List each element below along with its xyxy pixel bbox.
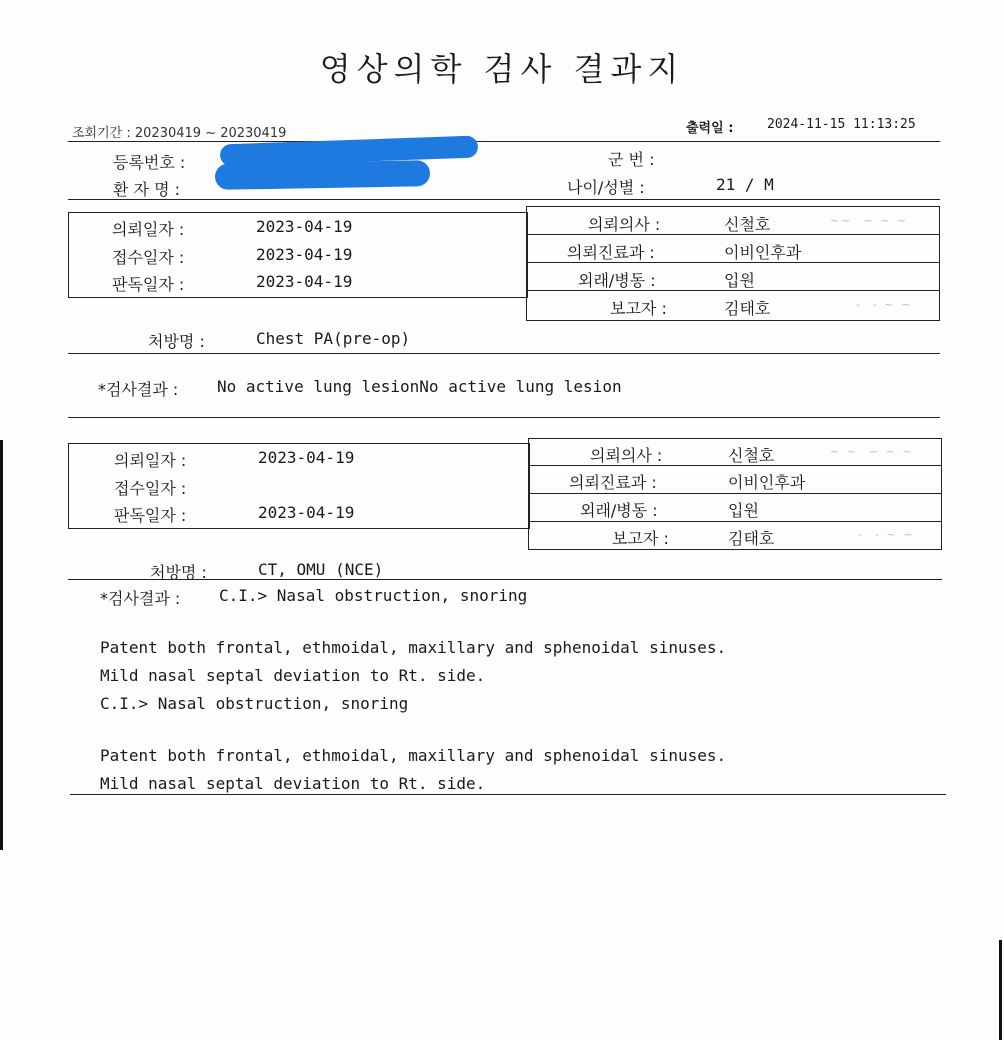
exam2-result-label: *검사결과 :: [100, 589, 181, 608]
exam2-order-label: 처방명 :: [150, 563, 207, 582]
exam1-receipt-date-label: 접수일자 :: [112, 248, 185, 267]
exam2-order: CT, OMU (NCE): [258, 560, 384, 579]
exam1-reporter-label: 보고자 :: [610, 299, 667, 318]
exam1-order: Chest PA(pre-op): [256, 329, 411, 348]
exam2-reporter-label: 보고자 :: [612, 529, 669, 548]
exam1-dept-label: 의뢰진료과 :: [567, 243, 655, 262]
exam1-request-date: 2023-04-19: [256, 217, 353, 236]
exam2-result-line: Mild nasal septal deviation to Rt. side.: [100, 774, 486, 793]
age-sex-label: 나이/성별 :: [567, 178, 645, 197]
exam2-read-date: 2023-04-19: [258, 503, 355, 522]
exam1-doctor: 신철호: [724, 215, 771, 234]
exam2-request-date-label: 의뢰일자 :: [114, 451, 187, 470]
exam2-result-line: C.I.> Nasal obstruction, snoring: [100, 694, 409, 713]
exam2-doctor: 신철호: [728, 446, 775, 465]
exam2-dept-label: 의뢰진료과 :: [569, 473, 657, 492]
page-edge-left: [0, 440, 3, 850]
exam1-doctor-label: 의뢰의사 :: [588, 215, 661, 234]
registration-number-label: 등록번호 :: [113, 153, 186, 172]
exam2-result-line: Patent both frontal, ethmoidal, maxillary and sphenoidal sinuses.: [100, 746, 727, 765]
query-period: 조회기간 : 20230419 ~ 20230419: [72, 126, 287, 141]
exam1-read-date: 2023-04-19: [256, 272, 353, 291]
header-divider: [68, 141, 940, 142]
exam2-reporter: 김태호: [728, 529, 775, 548]
exam1-ward: 입원: [724, 271, 755, 290]
exam2-receipt-date-label: 접수일자 :: [114, 479, 187, 498]
exam2-dept: 이비인후과: [728, 473, 806, 492]
exam2-ward: 입원: [728, 501, 759, 520]
patient-divider: [68, 199, 940, 200]
exam1-result-line: No active lung lesionNo active lung lesion: [217, 377, 622, 396]
unit-number-label: 군 번 :: [608, 150, 655, 169]
exam2-ward-label: 외래/병동 :: [580, 501, 658, 520]
exam1-read-date-label: 판독일자 :: [112, 275, 185, 294]
exam1-dept: 이비인후과: [724, 243, 802, 262]
exam2-result-line: Mild nasal septal deviation to Rt. side.: [100, 666, 486, 685]
exam1-receipt-date: 2023-04-19: [256, 245, 353, 264]
exam2-end-divider: [70, 794, 946, 795]
page-edge-right: [999, 940, 1002, 1040]
exam2-request-date: 2023-04-19: [258, 448, 355, 467]
exam2-right-row3: [528, 521, 941, 522]
exam2-right-row2: [528, 493, 941, 494]
exam2-reporter-signature: - - ~ ~: [858, 528, 915, 541]
age-sex-value: 21 / M: [716, 175, 774, 194]
exam1-ward-label: 외래/병동 :: [578, 271, 656, 290]
page-title: 영상의학 검사 결과지: [319, 50, 685, 88]
exam1-reporter: 김태호: [724, 299, 771, 318]
exam2-read-date-label: 판독일자 :: [114, 506, 187, 525]
exam2-order-divider: [68, 579, 942, 580]
exam2-result-first: C.I.> Nasal obstruction, snoring: [219, 586, 528, 605]
exam1-end-divider: [68, 417, 940, 418]
exam1-request-date-label: 의뢰일자 :: [112, 220, 185, 239]
exam2-result-line: Patent both frontal, ethmoidal, maxillary and sphenoidal sinuses.: [100, 638, 727, 657]
exam1-order-label: 처방명 :: [148, 332, 205, 351]
exam1-order-divider: [68, 353, 940, 354]
redaction-mark: [215, 160, 430, 190]
exam1-reporter-signature: - - ~ ~: [856, 298, 913, 311]
patient-name-label: 환 자 명 :: [113, 180, 181, 199]
print-date-value: 2024-11-15 11:13:25: [767, 117, 916, 132]
exam2-doctor-label: 의뢰의사 :: [590, 446, 663, 465]
exam2-doctor-signature: ~ ~ ~ ~ ~: [830, 445, 914, 458]
exam1-result-label: *검사결과 :: [98, 380, 179, 399]
exam1-doctor-signature: ~~ ~ ~ ~: [830, 214, 909, 227]
print-date-label: 출력일 :: [686, 121, 734, 136]
